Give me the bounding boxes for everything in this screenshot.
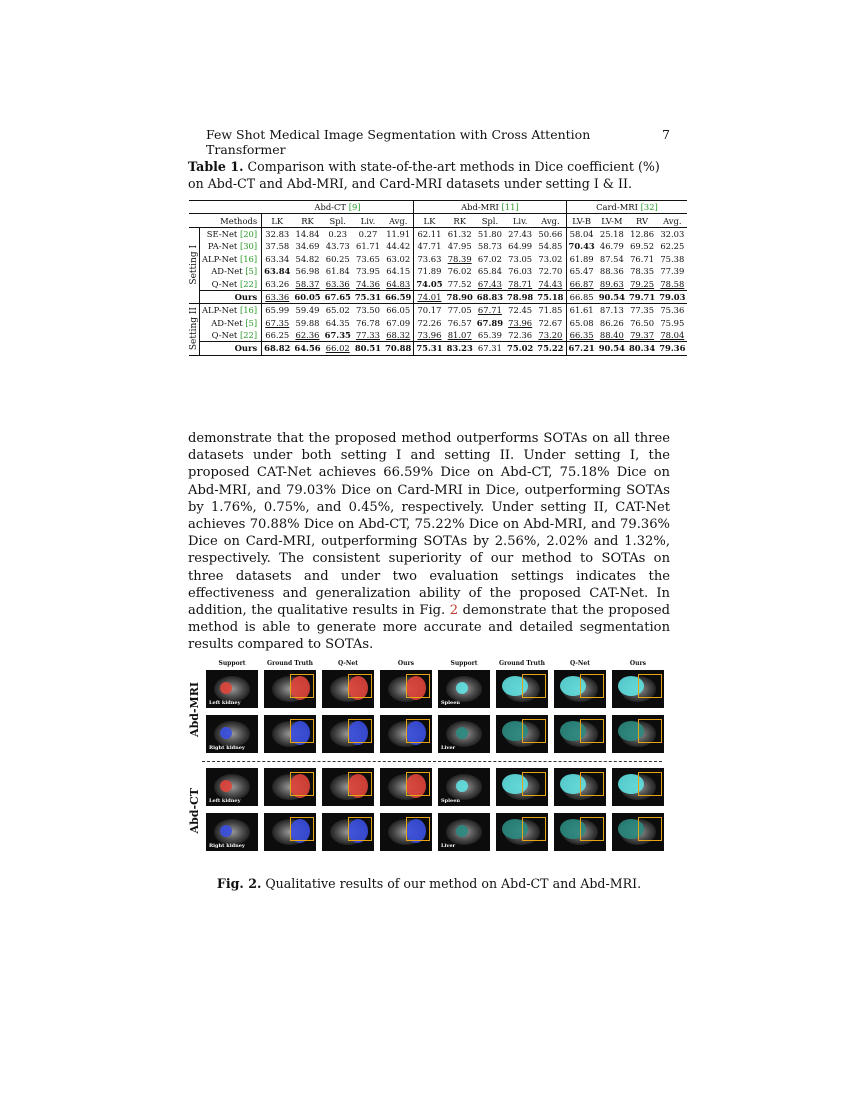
dice-value: 87.13 [599,305,624,316]
dice-value: 78.39 [447,253,472,264]
dice-value: 61.32 [447,228,472,239]
figure-caption-text: Qualitative results of our method on Abd-CT and Abd-MRI. [265,876,642,891]
dice-value: 67.02 [477,253,502,264]
running-title: Few Shot Medical Image Segmentation with Cross Attention Transformer [206,127,591,157]
dice-value: 77.05 [447,305,472,316]
dice-value: 66.05 [386,305,411,316]
table-group-header-row [189,201,687,214]
segmentation-thumbnail [206,715,258,753]
dice-value: 73.05 [508,253,533,264]
segmentation-thumbnail [612,813,664,851]
dice-value: 58.37 [295,278,320,289]
dice-value: 56.98 [295,266,320,277]
segmentation-thumbnail [438,813,490,851]
method-name: AD-Net [5] [200,317,262,329]
col-header: Liv. [512,215,528,226]
dice-value: 65.02 [325,305,350,316]
table-caption-text: Comparison with state-of-the-art methods in Dice coefficient (%) on Abd-CT and Abd-MRI, and Card-MRI datasets under setting I & II. [188,159,660,191]
dice-value: 0.27 [358,228,378,239]
col-header: LK [271,215,284,226]
method-name: ALP-Net [16] [200,253,262,265]
dice-value: 78.58 [660,278,685,289]
dice-value: 79.25 [630,278,655,289]
dice-value: 58.04 [566,227,597,240]
group-abd-ct: Abd-CT [9] [314,202,361,213]
dice-value: 76.50 [630,317,655,328]
dice-value: 64.83 [386,278,411,289]
paragraph-text-2: demonstrate that the proposed method is able to generate more accurate and detailed segmentation results compared to SOTAs. [188,603,670,653]
figure-divider [202,761,662,762]
dice-value: 66.02 [325,343,350,354]
dice-value: 77.35 [630,305,655,316]
col-header: RV [636,215,649,226]
col-header: LV-B [566,214,597,227]
dice-value: 64.56 [294,343,321,354]
citation-link[interactable]: [16] [239,305,258,316]
dice-value: 14.84 [295,228,320,239]
dice-value: 78.98 [507,291,534,302]
dice-value: 68.83 [476,291,504,302]
dice-value: 74.36 [355,278,380,289]
dice-value: 66.25 [265,330,290,341]
method-name: Ours [200,290,262,303]
dice-value: 79.37 [630,330,655,341]
citation-link[interactable]: [5] [245,266,258,277]
organ-label: Liver [441,745,456,751]
dice-value: 12.86 [630,228,655,239]
dice-value: 63.36 [325,278,350,289]
method-name: SE-Net [20] [200,227,262,240]
dice-value: 63.84 [264,266,291,277]
dice-value: 70.88 [385,343,412,354]
segmentation-thumbnail [322,715,374,753]
dice-value: 62.11 [414,227,445,240]
col-header: RK [301,215,314,226]
organ-label: Liver [441,843,456,849]
dice-value: 68.32 [386,330,411,341]
dice-value: 74.43 [538,278,563,289]
segmentation-thumbnail [322,813,374,851]
qualitative-figure [188,660,666,860]
table-row [189,304,687,317]
dice-value: 78.90 [446,291,473,302]
dice-value: 83.23 [446,343,473,354]
dice-value: 75.18 [537,291,564,302]
table-row [189,265,687,277]
dice-value: 71.85 [538,305,563,316]
table-row [189,253,687,265]
dice-value: 86.26 [599,317,624,328]
dice-value: 70.43 [566,240,597,252]
dice-value: 66.85 [566,290,597,303]
body-paragraph [188,430,670,654]
dice-value: 73.95 [355,266,380,277]
dice-value: 65.99 [265,305,290,316]
dice-value: 78.35 [630,266,655,277]
dice-value: 62.25 [660,241,685,252]
figure-row-label: Abd-CT [188,788,201,834]
dice-value: 44.42 [386,241,411,252]
dice-value: 59.88 [295,317,320,328]
dice-value: 65.08 [566,317,597,329]
dice-value: 66.59 [385,291,412,302]
dice-value: 62.36 [295,330,320,341]
dice-value: 87.54 [599,253,624,264]
dice-value: 70.17 [414,304,445,317]
col-header: Avg. [541,215,560,226]
dice-value: 81.07 [447,330,472,341]
dice-value: 75.36 [660,305,685,316]
segmentation-thumbnail [496,670,548,708]
segmentation-thumbnail [438,715,490,753]
dice-value: 61.61 [566,304,597,317]
segmentation-thumbnail [322,670,374,708]
organ-label: Right kidney [209,843,245,849]
segmentation-thumbnail [264,768,316,806]
organ-label: Left kidney [209,798,241,804]
dice-value: 73.50 [355,305,380,316]
citation-link[interactable]: [20] [239,228,258,239]
dice-value: 32.83 [265,228,290,239]
dice-value: 75.31 [414,342,445,355]
dice-value: 74.05 [414,277,445,290]
segmentation-thumbnail [322,768,374,806]
figure-row-label: Abd-MRI [188,682,201,737]
figure-caption-label: Fig. 2. [216,876,262,891]
dice-value: 74.01 [414,290,445,303]
dice-value: 75.38 [660,253,685,264]
setting-label: Setting I [189,227,200,303]
table-column-header-row [189,214,687,227]
dice-value: 54.82 [295,253,320,264]
col-header: Avg. [388,215,408,226]
dice-value: 0.23 [328,228,348,239]
segmentation-thumbnail [264,670,316,708]
dice-value: 88.40 [599,330,624,341]
dice-value: 34.69 [295,241,320,252]
citation-link[interactable]: [22] [239,330,258,341]
dice-value: 67.71 [477,305,502,316]
col-header: Liv. [360,215,376,226]
dice-value: 54.85 [538,241,563,252]
col-header: RK [453,215,466,226]
dice-value: 67.21 [566,342,597,355]
methods-header: Methods [189,214,262,227]
organ-label: Right kidney [209,745,245,751]
dice-value: 65.47 [566,265,597,277]
dice-value: 65.84 [477,266,502,277]
method-name: PA-Net [30] [200,240,262,252]
dice-value: 76.02 [447,266,472,277]
segmentation-thumbnail [206,813,258,851]
segmentation-thumbnail [612,670,664,708]
method-name: Q-Net [22] [200,277,262,290]
table-row [189,277,687,290]
dice-value: 78.04 [660,330,685,341]
dice-value: 72.36 [508,330,533,341]
col-header: LK [414,214,445,227]
dice-value: 78.71 [508,278,533,289]
setting-label: Setting II [189,304,200,356]
citation-link[interactable]: [5] [245,317,258,328]
dice-value: 64.99 [508,241,533,252]
segmentation-thumbnail [380,670,432,708]
setting-2-rows [189,304,687,356]
group-abd-mri: Abd-MRI [11] [414,201,566,214]
figure-column-header: Support [450,660,478,667]
dice-value: 73.20 [538,330,563,341]
col-header: Spl. [329,215,346,226]
dice-value: 75.22 [537,343,564,354]
dice-value: 67.35 [324,330,351,341]
table-row [189,227,687,240]
dice-value: 90.54 [598,291,625,302]
page-number: 7 [662,127,670,142]
col-header: Spl. [481,215,499,226]
dice-value: 75.02 [507,343,534,354]
dice-value: 76.71 [630,253,655,264]
dice-value: 60.25 [325,253,350,264]
segmentation-thumbnail [438,670,490,708]
segmentation-thumbnail [554,813,606,851]
dice-value: 77.52 [447,278,472,289]
dice-value: 88.36 [599,266,624,277]
segmentation-thumbnail [496,768,548,806]
segmentation-thumbnail [612,715,664,753]
segmentation-thumbnail [496,715,548,753]
figure-caption [188,876,670,891]
dice-value: 73.96 [414,329,445,342]
paragraph-text-1: demonstrate that the proposed method outperforms SOTAs on all three datasets under both setting I and setting II. Under setting I, the proposed CAT-Net achieves 66.59% Dice on Abd-CT, 75.18% Dice on Abd-MRI, and 79.03% Dice on Card-MRI in Dice, outperforming SOTAs by 1.76%, 0.75%, and 0.45%, respectively. Under setting II, CAT-Net achieves 70.88% Dice on Abd-CT, 75.22% Dice on Abd-MRI, and 79.36% Dice on Card-MRI, outperforming SOTAs by 2.56%, 2.02% and 1.32%, respectively. The consistent superiority of our method to SOTAs on three datasets and under two evaluation settings indicates the effectiveness and generalization ability of the proposed CAT-Net. In addition, the qualitative results in Fig. [188,431,670,619]
dice-value: 67.31 [477,343,502,354]
dice-value: 64.15 [386,266,411,277]
dice-value: 71.89 [414,265,445,277]
table-row [189,240,687,252]
dice-value: 68.82 [264,343,291,354]
dice-value: 67.89 [476,317,504,328]
group-card-mri: Card-MRI [32] [566,201,687,214]
table-row [189,342,687,355]
table-row [189,290,687,303]
dice-value: 72.45 [508,305,533,316]
dice-value: 75.31 [354,291,382,302]
organ-label: Left kidney [209,700,241,706]
dice-value: 64.35 [325,317,350,328]
figure-column-header: Ground Truth [267,660,313,667]
results-table-grid [189,200,687,356]
dice-value: 76.03 [508,266,533,277]
dice-value: 46.79 [599,241,624,252]
figure-column-header: Support [218,660,246,667]
segmentation-thumbnail [380,768,432,806]
figure-column-header: Ours [397,660,415,667]
dice-value: 63.02 [386,253,411,264]
setting-1-rows [189,227,687,303]
dice-value: 66.35 [566,329,597,342]
segmentation-thumbnail [554,715,606,753]
dice-value: 59.49 [295,305,320,316]
table-row [189,317,687,329]
dice-value: 89.63 [599,278,624,289]
dice-value: 43.73 [325,241,350,252]
figure-column-header: Ours [629,660,647,667]
dice-value: 76.57 [447,317,472,328]
method-name: Q-Net [22] [200,329,262,342]
dice-value: 73.63 [414,253,445,265]
citation-link[interactable]: [30] [239,241,258,252]
segmentation-thumbnail [380,813,432,851]
dice-value: 77.39 [660,266,685,277]
figure-reference-link[interactable]: 2 [449,603,459,619]
segmentation-thumbnail [380,715,432,753]
dice-value: 61.89 [566,253,597,265]
dice-value: 79.36 [659,343,686,354]
dice-value: 69.52 [630,241,655,252]
dice-value: 67.65 [324,291,351,302]
segmentation-thumbnail [264,715,316,753]
dice-value: 11.91 [386,228,411,239]
dice-value: 58.73 [477,241,502,252]
organ-label: Spleen [441,798,461,804]
segmentation-thumbnail [438,768,490,806]
segmentation-thumbnail [206,670,258,708]
segmentation-thumbnail [496,813,548,851]
dice-value: 73.02 [538,253,563,264]
segmentation-thumbnail [206,768,258,806]
dice-value: 50.66 [538,228,563,239]
dice-value: 67.43 [477,278,502,289]
dice-value: 37.58 [265,241,290,252]
dice-value: 67.35 [265,317,290,328]
dice-value: 80.34 [628,343,656,354]
col-header: LV-M [601,215,623,226]
dice-value: 27.43 [508,228,533,239]
dice-value: 75.95 [660,317,685,328]
method-name: Ours [200,342,262,355]
dice-value: 66.87 [566,277,597,290]
citation-link[interactable]: [22] [239,278,258,289]
table-caption [188,158,668,192]
figure-column-header: Q-Net [569,660,590,667]
dice-value: 67.09 [386,317,411,328]
figure-column-header: Ground Truth [499,660,545,667]
dice-value: 60.05 [294,291,321,302]
dice-value: 65.39 [477,330,502,341]
dice-value: 73.96 [508,317,533,328]
method-name: ALP-Net [16] [200,304,262,317]
dice-value: 80.51 [354,343,382,354]
table-row [189,329,687,342]
organ-label: Spleen [441,700,461,706]
dice-value: 73.65 [355,253,380,264]
dice-value: 61.71 [355,241,380,252]
method-name: AD-Net [5] [200,265,262,277]
table-caption-label: Table 1. [188,159,244,174]
dice-value: 25.18 [599,228,624,239]
dice-value: 47.71 [414,240,445,252]
dice-value: 72.67 [538,317,563,328]
col-header: Avg. [663,215,682,226]
dice-value: 63.34 [265,253,290,264]
segmentation-thumbnail [264,813,316,851]
dice-value: 61.84 [325,266,350,277]
dice-value: 47.95 [447,241,472,252]
segmentation-thumbnail [554,670,606,708]
dice-value: 79.71 [628,291,656,302]
dice-value: 63.36 [265,291,290,302]
results-table [189,200,686,356]
dice-value: 77.33 [355,330,380,341]
dice-value: 79.03 [659,291,686,302]
segmentation-thumbnail [554,768,606,806]
dice-value: 72.70 [538,266,563,277]
dice-value: 63.26 [265,278,290,289]
dice-value: 76.78 [355,317,380,328]
segmentation-thumbnail [612,768,664,806]
dice-value: 51.80 [477,228,502,239]
citation-link[interactable]: [16] [239,253,258,264]
figure-column-header: Q-Net [337,660,358,667]
dice-value: 32.03 [660,228,685,239]
dice-value: 72.26 [414,317,445,329]
dice-value: 90.54 [598,343,625,354]
